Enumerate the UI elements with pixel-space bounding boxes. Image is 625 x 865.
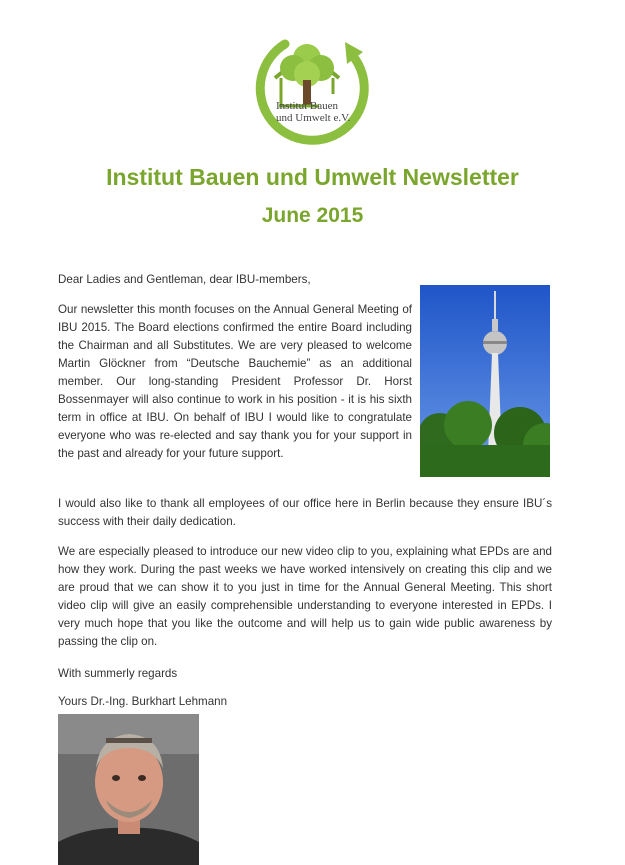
signature: Yours Dr.-Ing. Burkhart Lehmann bbox=[58, 695, 228, 708]
paragraph-2: I would also like to thank all employees of our office here in Berlin because they ensure IBU´s success with their daily dedication. bbox=[58, 497, 552, 528]
paragraph-3: We are especially pleased to introduce our new video clip to you, explaining what EPDs are and how they work. During the past weeks we have worked intensively on creating this clip and we are proud that we can show it to you just in time for the Annual General Meeting. This short video clip will give an easily comprehensible understanding to everyone interested in EPDs. I very much hope that you like the outcome and will help us to gain wide public awareness by passing the clip on. bbox=[58, 545, 552, 648]
newsletter-date: June 2015 bbox=[261, 204, 364, 227]
logo-line-2: und Umwelt e.V. bbox=[276, 112, 351, 124]
ibu-logo bbox=[245, 28, 375, 146]
paragraph-1: Our newsletter this month focuses on the Annual General Meeting of IBU 2015. The Board elections confirmed the entire Board including the Chairman and all Substitutes. We are very pleased to welcome Martin Glöckner from “Deutsche Bauchemie” as an additional member. Our long-standing President Professor Dr. Horst Bossenmayer will also continue to work in his position - it is his sixth term in office at IBU. On behalf of IBU I would like to congratulate everyone who was re-elected and say thank you for your support in the past and already for your future support. bbox=[58, 303, 412, 460]
logo-line-1: Institut Bauen bbox=[276, 100, 339, 112]
logo-text bbox=[276, 100, 376, 124]
tv-tower-photo bbox=[420, 285, 550, 477]
greeting: Dear Ladies and Gentleman, dear IBU-members, bbox=[58, 273, 311, 286]
newsletter-title: Institut Bauen und Umwelt Newsletter bbox=[106, 164, 519, 190]
ibu-logo-icon bbox=[245, 28, 375, 146]
closing: With summerly regards bbox=[58, 667, 178, 680]
portrait-photo bbox=[58, 714, 199, 865]
